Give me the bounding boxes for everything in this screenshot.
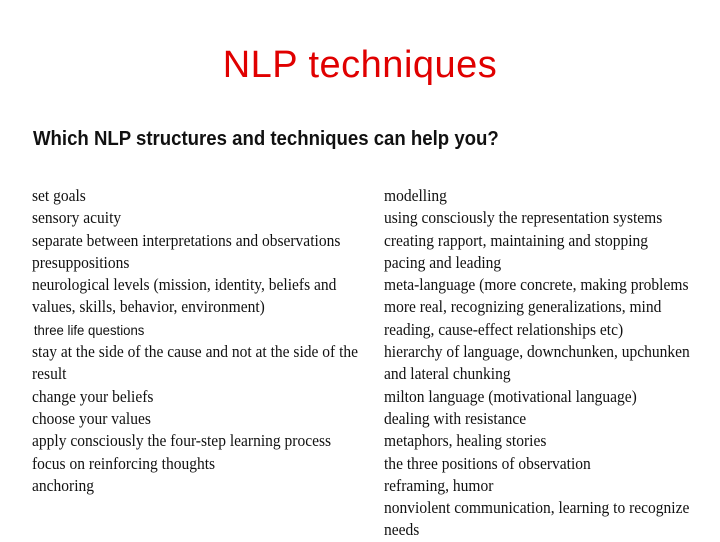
list-item: separate between interpretations and observations (32, 230, 341, 250)
list-item: change your beliefs (32, 386, 154, 406)
list-item: apply consciously the four-step learning process (32, 431, 332, 451)
list-item: modelling (384, 186, 447, 205)
list-item: pacing and leading (384, 252, 502, 272)
subtitle: Which NLP structures and techniques can help you? (33, 128, 499, 150)
left-technique-list (32, 185, 377, 497)
list-item: result (32, 364, 67, 384)
right-technique-list (384, 185, 709, 542)
list-item: values, skills, behavior, environment) (32, 297, 265, 317)
list-item: focus on reinforcing thoughts (32, 453, 216, 473)
list-item: reframing, humor (384, 475, 494, 495)
list-item: stay at the side of the cause and not at the side of the (32, 342, 359, 362)
list-item: presuppositions (32, 252, 130, 272)
list-item: metaphors, healing stories (384, 431, 547, 451)
list-item: creating rapport, maintaining and stopping (384, 230, 649, 250)
list-item: three life questions (33, 321, 145, 338)
list-item: neurological levels (mission, identity, beliefs and (32, 275, 337, 295)
list-item: hierarchy of language, downchunken, upchunken (384, 342, 690, 362)
list-item: dealing with resistance (384, 408, 527, 428)
list-item: and lateral chunking (384, 364, 511, 384)
list-item: using consciously the representation systems (384, 208, 663, 228)
page-title: NLP techniques (222, 44, 498, 86)
list-item: the three positions of observation (384, 453, 591, 473)
list-item: needs (384, 520, 420, 540)
list-item: sensory acuity (32, 208, 122, 228)
list-item: meta-language (more concrete, making problems (384, 275, 689, 295)
list-item: nonviolent communication, learning to recognize (384, 498, 690, 518)
list-item: anchoring (32, 475, 95, 495)
list-item: choose your values (32, 408, 151, 428)
list-item: milton language (motivational language) (384, 386, 637, 406)
list-item: more real, recognizing generalizations, mind (384, 297, 662, 317)
list-item: set goals (32, 186, 86, 205)
list-item: reading, cause-effect relationships etc) (384, 319, 624, 339)
